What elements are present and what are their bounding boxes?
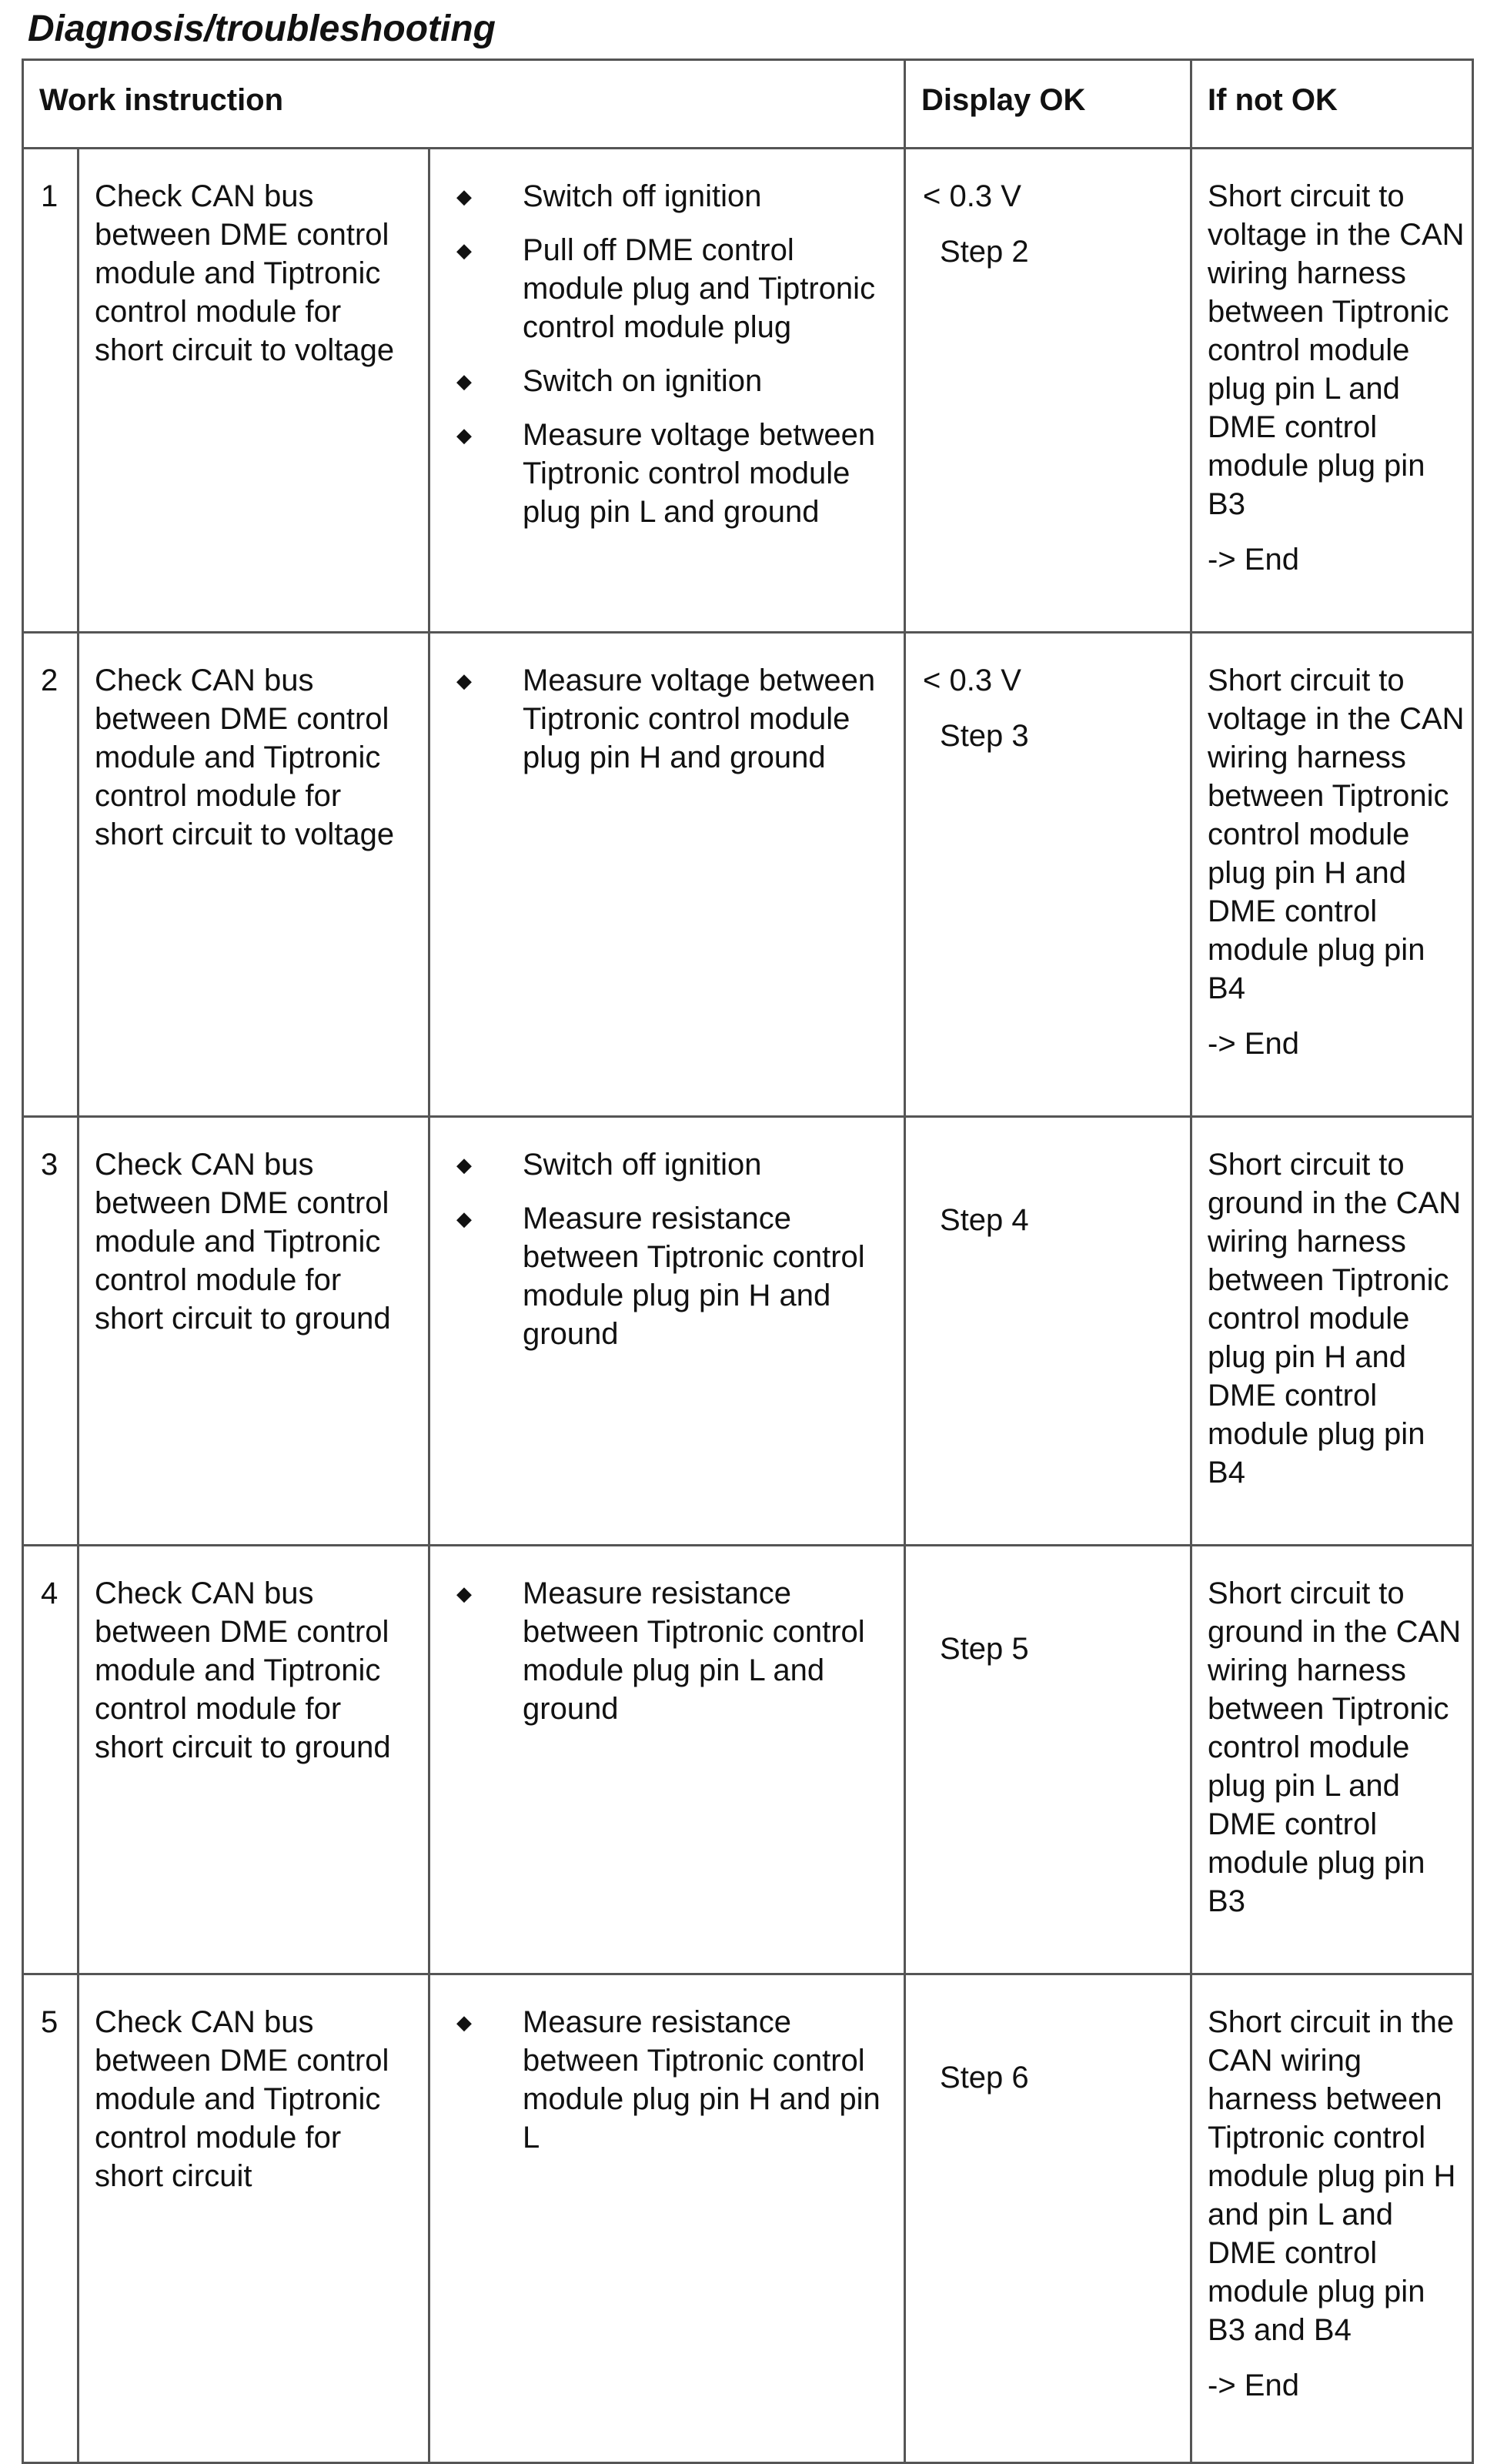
if-not-ok-cell bbox=[1191, 1117, 1473, 1546]
diamond-bullet-icon: ◆ bbox=[456, 369, 472, 393]
instruction-step bbox=[449, 231, 896, 346]
display-ok-next-step: Step 2 bbox=[940, 235, 1029, 269]
instruction-steps bbox=[429, 1974, 905, 2463]
display-ok-next-step: Step 5 bbox=[940, 1632, 1029, 1666]
display-ok-next-step: Step 6 bbox=[940, 2061, 1029, 2095]
check-description: Check CAN bus between DME control module and Tiptronic control module for short circuit to voltage bbox=[79, 149, 429, 633]
instruction-step bbox=[449, 1145, 896, 1184]
instruction-steps bbox=[429, 149, 905, 633]
step-number: 3 bbox=[23, 1117, 79, 1546]
if-not-ok-text: Short circuit to ground in the CAN wiring harness between Tiptronic control module plug pin L and DME control module plug pin B3 bbox=[1208, 1576, 1462, 1918]
if-not-ok-text: Short circuit in the CAN wiring harness between Tiptronic control module plug pin H and pin L and DME control module plug pin B3 and B4 bbox=[1208, 2005, 1456, 2347]
instruction-step-text: Measure voltage between Tiptronic control module plug pin H and ground bbox=[523, 664, 876, 774]
instruction-step-text: Measure voltage between Tiptronic control module plug pin L and ground bbox=[523, 418, 876, 529]
if-not-ok-cell bbox=[1191, 633, 1473, 1117]
table-row bbox=[23, 1117, 1473, 1546]
diamond-bullet-icon: ◆ bbox=[456, 185, 472, 208]
table-row bbox=[23, 1974, 1473, 2463]
step-number: 5 bbox=[23, 1974, 79, 2463]
display-ok-next-step: Step 4 bbox=[940, 1203, 1029, 1237]
display-ok-cell bbox=[905, 1974, 1191, 2463]
if-not-ok-text: Short circuit to voltage in the CAN wiring harness between Tiptronic control module plug pin H and DME control module plug pin B4 bbox=[1208, 664, 1465, 1005]
display-ok-cell bbox=[905, 1546, 1191, 1974]
instruction-step bbox=[449, 1574, 896, 1728]
check-description: Check CAN bus between DME control module and Tiptronic control module for short circuit to voltage bbox=[79, 633, 429, 1117]
instruction-step-text: Pull off DME control module plug and Tiptronic control module plug bbox=[523, 233, 876, 344]
if-not-ok-end: -> End bbox=[1208, 543, 1299, 577]
diamond-bullet-icon: ◆ bbox=[456, 1207, 472, 1230]
instruction-steps bbox=[429, 1117, 905, 1546]
instruction-step-text: Switch on ignition bbox=[523, 364, 763, 398]
display-ok-value: < 0.3 V bbox=[923, 664, 1021, 697]
if-not-ok-cell bbox=[1191, 149, 1473, 633]
instruction-step-text: Measure resistance between Tiptronic control module plug pin L and ground bbox=[523, 1576, 865, 1726]
instruction-step bbox=[449, 362, 896, 400]
instruction-step bbox=[449, 2003, 896, 2157]
header-if-not-ok: If not OK bbox=[1191, 60, 1473, 149]
diamond-bullet-icon: ◆ bbox=[456, 1582, 472, 1605]
header-display-ok: Display OK bbox=[905, 60, 1191, 149]
troubleshooting-table bbox=[22, 59, 1474, 2464]
diamond-bullet-icon: ◆ bbox=[456, 2011, 472, 2034]
instruction-step bbox=[449, 1199, 896, 1353]
check-description: Check CAN bus between DME control module and Tiptronic control module for short circuit to ground bbox=[79, 1546, 429, 1974]
display-ok-cell bbox=[905, 633, 1191, 1117]
instruction-step-text: Switch off ignition bbox=[523, 179, 762, 213]
instruction-step-text: Switch off ignition bbox=[523, 1148, 762, 1182]
step-number: 4 bbox=[23, 1546, 79, 1974]
page-title: Diagnosis/troubleshooting bbox=[28, 8, 496, 49]
instruction-step bbox=[449, 661, 896, 777]
table-row bbox=[23, 1546, 1473, 1974]
instruction-step-text: Measure resistance between Tiptronic control module plug pin H and pin L bbox=[523, 2005, 881, 2155]
table-header-row bbox=[23, 60, 1473, 149]
diamond-bullet-icon: ◆ bbox=[456, 239, 472, 262]
if-not-ok-text: Short circuit to voltage in the CAN wiring harness between Tiptronic control module plug pin L and DME control module plug pin B3 bbox=[1208, 179, 1465, 521]
display-ok-cell bbox=[905, 1117, 1191, 1546]
instruction-steps bbox=[429, 1546, 905, 1974]
diamond-bullet-icon: ◆ bbox=[456, 669, 472, 692]
step-number: 1 bbox=[23, 149, 79, 633]
if-not-ok-end: -> End bbox=[1208, 2369, 1299, 2402]
table-row bbox=[23, 633, 1473, 1117]
if-not-ok-cell bbox=[1191, 1546, 1473, 1974]
instruction-steps bbox=[429, 633, 905, 1117]
step-number: 2 bbox=[23, 633, 79, 1117]
check-description: Check CAN bus between DME control module and Tiptronic control module for short circuit bbox=[79, 1974, 429, 2463]
table-row bbox=[23, 149, 1473, 633]
if-not-ok-end: -> End bbox=[1208, 1027, 1299, 1061]
header-work-instruction: Work instruction bbox=[23, 60, 905, 149]
display-ok-value: < 0.3 V bbox=[923, 179, 1021, 213]
check-description: Check CAN bus between DME control module and Tiptronic control module for short circuit to ground bbox=[79, 1117, 429, 1546]
display-ok-cell bbox=[905, 149, 1191, 633]
instruction-step bbox=[449, 416, 896, 531]
if-not-ok-cell bbox=[1191, 1974, 1473, 2463]
instruction-step bbox=[449, 177, 896, 216]
diamond-bullet-icon: ◆ bbox=[456, 423, 472, 446]
instruction-step-text: Measure resistance between Tiptronic control module plug pin H and ground bbox=[523, 1202, 865, 1351]
if-not-ok-text: Short circuit to ground in the CAN wiring harness between Tiptronic control module plug pin H and DME control module plug pin B4 bbox=[1208, 1148, 1462, 1489]
diamond-bullet-icon: ◆ bbox=[456, 1153, 472, 1176]
display-ok-next-step: Step 3 bbox=[940, 719, 1029, 753]
